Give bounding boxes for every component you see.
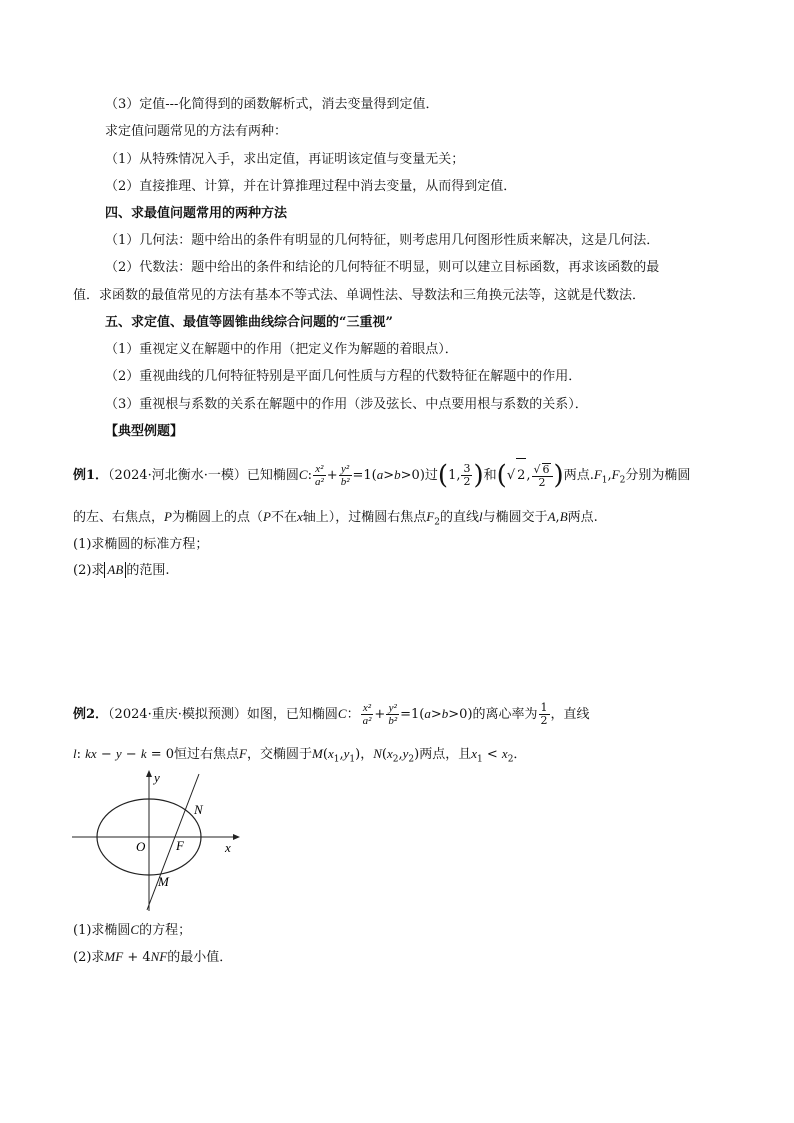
section-heading: 四、求最值问题常用的两种方法: [105, 206, 288, 221]
example-1-line-2: 的左、右焦点，P为椭圆上的点（P不在x轴上），过椭圆右焦点$F_2$的直线l与椭圆交于A,B两点.: [73, 509, 598, 528]
section-heading: 五、求定值、最值等圆锥曲线综合问题的“三重视”: [105, 315, 393, 330]
point-n-label: N: [194, 802, 203, 817]
text-line: 值．求函数的最值常见的方法有基本不等式法、单调性法、导数法和三角换元法等，这就是代数法．: [73, 288, 646, 303]
text-line: （1）几何法：题中给出的条件有明显的几何特征，则考虑用几何图形性质来解决，这是几何法．: [105, 233, 660, 248]
origin-label: O: [136, 839, 146, 854]
example-2-line-2: l: kx − y − k = 0恒过右焦点F，交椭圆于$M(x_1,y_1)$，$N(x_2,y_2)$两点，且$x_1 < x_2$．: [73, 746, 527, 765]
text-line: （2）代数法：题中给出的条件和结论的几何特征不明显，则可以建立目标函数，再求该函数的最: [105, 260, 660, 275]
section-heading: 【典型例题】: [105, 424, 184, 439]
text-line: 求定值问题常见的方法有两种：: [105, 124, 288, 139]
x-label: x: [225, 840, 231, 855]
example-label: 例2．: [73, 707, 109, 722]
x-axis-arrow-icon: [233, 834, 240, 840]
example-1-line-1: 例1．（2024·河北衡水·一模）已知椭圆C: $\frac{\text{x²}}{\text{a²}}$ + $\frac{\text{y²}}{\text{b²}}$ =1(a>b>0)过(1, $\frac{3}{2}$ )和(√ 2, $\frac{√ 6}{2}$ )两点$.F_1,F_2$分别为椭圆: [73, 458, 690, 492]
question-2: (2)求 AB 的范围.: [73, 562, 170, 578]
question-1: (1)求椭圆的标准方程；: [73, 537, 209, 552]
focus-label: F: [176, 838, 184, 853]
example-2-line-1: 例2．（2024·重庆·模拟预测）如图，已知椭圆C： $\frac{\text{x²}}{\text{a²}}$ + $\frac{\text{y²}}{\text{b²}}$ =1(a>b>0)的离心率为 $\frac{1}{2}$ ，直线: [73, 701, 590, 727]
text-line: （2）直接推理、计算，并在计算推理过程中消去变量，从而得到定值．: [105, 179, 517, 194]
text-line: （3）重视根与系数的关系在解题中的作用（涉及弦长、中点要用根与系数的关系）．: [105, 397, 588, 412]
line-l: [147, 774, 199, 910]
text-line: （3）定值---化简得到的函数解析式，消去变量得到定值．: [105, 97, 439, 112]
y-label: y: [154, 770, 160, 785]
point-m-label: M: [158, 874, 169, 889]
question-1: (1)求椭圆C的方程；: [73, 922, 192, 938]
y-axis-arrow-icon: [146, 770, 152, 777]
text-line: （1）从特殊情况入手，求出定值，再证明该定值与变量无关；: [105, 152, 465, 167]
text-line: （1）重视定义在解题中的作用（把定义作为解题的着眼点）．: [105, 342, 458, 357]
ellipse-figure: [70, 768, 240, 913]
question-2: (2)求MF + 4NF的最小值．: [73, 949, 233, 965]
example-label: 例1．: [73, 468, 109, 483]
text-line: （2）重视曲线的几何特征特别是平面几何性质与方程的代数特征在解题中的作用．: [105, 369, 582, 384]
